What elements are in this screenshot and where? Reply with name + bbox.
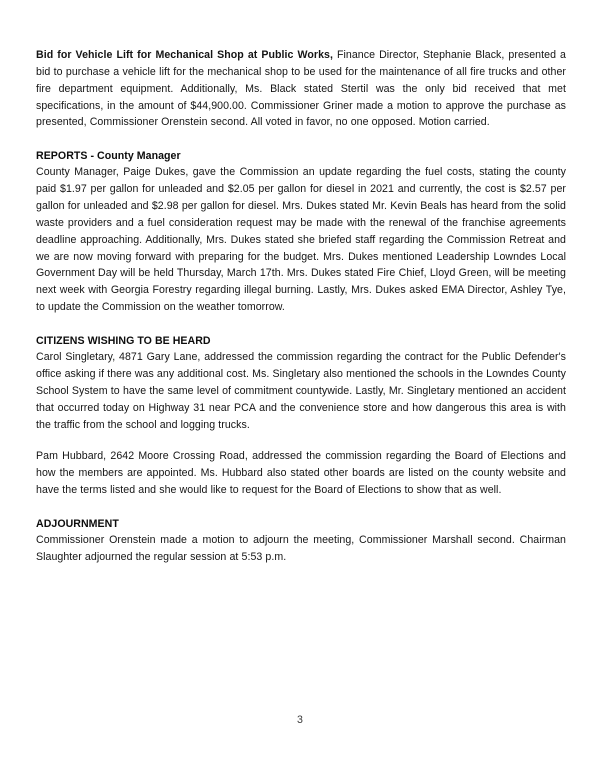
section-heading: ADJOURNMENT (36, 517, 119, 530)
section-citizens-wishing-to-be-heard (36, 333, 566, 499)
page-number: 3 (297, 714, 303, 726)
section-adjournment (36, 516, 566, 566)
paragraph: County Manager, Paige Dukes, gave the Commission an update regarding the fuel costs, stating the county paid $1.97 per gallon for unleaded and $2.05 per gallon for diesel in 2021 and currently, the cost is $2.57 per gallon for unleaded and $2.98 per gallon for diesel. Mrs. Dukes stated Mr. Kevin Beals has heard from the solid waste providers and a fuel consideration request may be made with the renewal of the franchise agreements deadline approaching. Additionally, Mrs. Dukes stated she briefed staff regarding the Commission Retreat and we are now moving forward with preparing for the budget. Mrs. Dukes mentioned Leadership Lowndes Local Government Day will be held Thursday, March 17th. Mrs. Dukes stated Fire Chief, Lloyd Green, will be meeting next week with Georgia Forestry regarding illegal burning. Lastly, Mrs. Dukes asked EMA Director, Ashley Tye, to update the Commission on the weather tomorrow. (36, 166, 566, 314)
paragraph-text: Finance Director, Stephanie Black, presented a bid to purchase a vehicle lift for the mechanical shop to be used for the maintenance of all fire trucks and other fire department equipment. Additionally, Ms. Black stated Stertil was the only bid received that met specifications, in the amount of $44,900.00. Commissioner Griner made a motion to approve the purchase as presented, Commissioner Orenstein second. All voted in favor, no one opposed. Motion carried. (36, 49, 566, 129)
section-heading: CITIZENS WISHING TO BE HEARD (36, 335, 211, 348)
paragraph: Pam Hubbard, 2642 Moore Crossing Road, addressed the commission regarding the Board of Elections and how the members are appointed. Ms. Hubbard also stated other boards are listed on the county website and have the terms listed and she would like to request for the Board of Elections to show that as well. (36, 450, 566, 497)
paragraph: Commissioner Orenstein made a motion to adjourn the meeting, Commissioner Marshall second. Chairman Slaughter adjourned the regular session at 5:53 p.m. (36, 534, 566, 564)
run-in-heading: Bid for Vehicle Lift for Mechanical Shop at Public Works, (36, 49, 333, 61)
paragraph: Carol Singletary, 4871 Gary Lane, addressed the commission regarding the contract for the Public Defender's office asking if there was any additional cost. Ms. Singletary also mentioned the schools in the Lowndes County School System to have the same level of commitment countywide. Lastly, Mr. Singletary mentioned an accident that occurred today on Highway 31 near PCA and the convenience store and how dangerous this area is with the traffic from the school and logging trucks. (36, 351, 566, 431)
document-body (36, 47, 566, 566)
section-heading: REPORTS - County Manager (36, 150, 181, 163)
section-reports-county-manager (36, 148, 566, 316)
section-bid-vehicle-lift (36, 47, 566, 131)
paragraph (36, 47, 566, 131)
